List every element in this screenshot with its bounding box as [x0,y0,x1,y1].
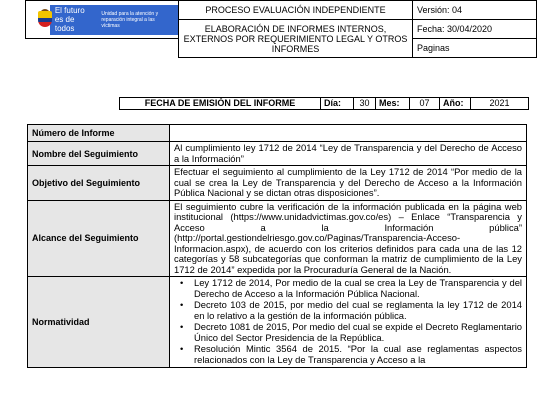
regulations-label: Normatividad [28,277,170,368]
version-label: Versión: 04 [413,1,537,20]
year-label: Año: [440,98,471,110]
issue-date-row [119,97,529,110]
bullet-icon: • [180,277,184,288]
document-title: ELABORACIÓN DE INFORMES INTERNOS, EXTERNOS POR REQUERIMIENTO LEGAL Y OTROS INFORMES [179,20,413,58]
table-row [28,200,527,277]
table-row [28,277,527,368]
tracking-scope-value: El seguimiento cubre la verificación de la información publicada en la página web institucional (https://www.unidadvictimas.gov.co/es) – Enlace “Transparencia y Acceso a la Información pública” (http://portal.gestiondelriesgo.gov.co/Paginas/Transparencia-Acceso-Informacion.aspx), de acuerdo con los criterios definidos para cada una de las 12 categorías y 58 subcategorías que conforman la matriz de cumplimiento de la Ley 1712 de 2014” expedida por la Procuraduría General de la Nación. [170,200,527,277]
bullet-icon: • [180,343,184,354]
regulations-list [174,278,522,365]
bullet-icon: • [180,299,184,310]
coat-of-arms-icon [34,9,46,31]
report-info-table [27,124,527,368]
day-value: 30 [354,98,376,110]
tracking-scope-label: Alcance del Seguimiento [28,200,170,277]
pages-label: Paginas [413,39,537,58]
table-row [28,166,527,201]
list-item [180,277,522,299]
bullet-icon: • [180,321,184,332]
document-header [25,0,537,58]
document-date: Fecha: 30/04/2020 [413,20,537,39]
institution-logo [26,1,178,38]
list-item [180,299,522,321]
list-item-text: Ley 1712 de 2014, Por medio de la cual se crea la Ley de Transparencia y del Derecho de Acceso a la Información Pública Nacional. [194,277,522,299]
regulations-value [170,277,527,368]
month-label: Mes: [376,98,410,110]
report-number-value [170,125,527,142]
logo-slogan: El futuro es de todos [50,5,100,35]
process-name: PROCESO EVALUACIÓN INDEPENDIENTE [179,1,413,20]
day-label: Día: [321,98,354,110]
report-number-label: Número de Informe [28,125,170,142]
logo-spacer [26,39,179,58]
tracking-objective-value: Efectuar el seguimiento al cumplimiento de la Ley 1712 de 2014 “Por medio de la cual se crea la Ley de Transparencia y del Derecho de Acceso a la Información Pública Nacional y se dictan otras disposiciones”. [170,166,527,201]
list-item-text: Resolución Mintic 3564 de 2015. “Por la cual ase reglamentas aspectos relacionados con la Ley de Transparencia y Acceso a la [194,343,522,365]
table-row [28,125,527,142]
list-item-text: Decreto 103 de 2015, por medio del cual se reglamenta la ley 1712 de 2014 en lo relativo a la gestión de la información pública. [194,299,522,321]
table-row [28,142,527,166]
list-item [180,343,522,365]
tracking-objective-label: Objetivo del Seguimiento [28,166,170,201]
logo-entity-name: Unidad para la atención y reparación integral a las víctimas [99,5,178,35]
month-value: 07 [410,98,440,110]
tracking-name-value: Al cumplimiento ley 1712 de 2014 “Ley de Transparencia y del Derecho de Acceso a la Información” [170,142,527,166]
tracking-name-label: Nombre del Seguimiento [28,142,170,166]
year-value: 2021 [471,98,529,110]
list-item [180,321,522,343]
list-item-text: Decreto 1081 de 2015, Por medio del cual se expide el Decreto Reglamentario Único del Sector Presidencia de la República. [194,321,522,343]
logo-cell [26,1,179,39]
issue-date-label: FECHA DE EMISIÓN DEL INFORME [120,98,321,110]
